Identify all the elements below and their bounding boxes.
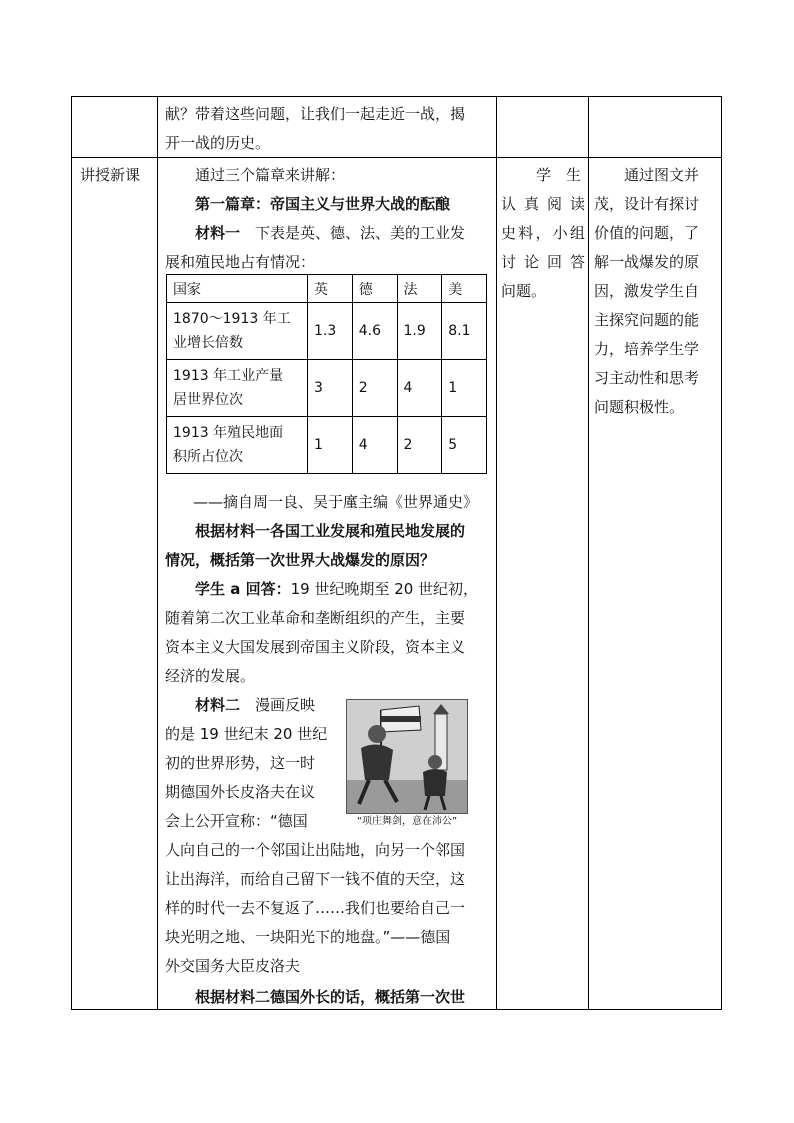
table-header-row bbox=[167, 275, 487, 303]
material2-line: 期德国外长皮洛夫在议 bbox=[165, 783, 316, 801]
table-cell: 4 bbox=[397, 360, 442, 417]
material2-line: 样的时代一去不复返了……我们也要给自己一 bbox=[165, 899, 466, 917]
question1-line: 情况，概括第一次世界大战爆发的原因？ bbox=[165, 551, 436, 569]
material2-line: 初的世界形势，这一时 bbox=[165, 754, 316, 772]
question1-line: 根据材料一各国工业发展和殖民地发展的 bbox=[195, 522, 466, 540]
label-line: 1913 年殖民地面 bbox=[173, 425, 284, 441]
material2-line: 让出海洋，而给自己留下一钱不值的天空，这 bbox=[165, 870, 466, 888]
column-divider bbox=[157, 97, 158, 1009]
text-line: 献？带着这些问题，让我们一起走近一战，揭 bbox=[165, 105, 466, 123]
material1-text: 下表是英、德、法、美的工业发 bbox=[240, 224, 466, 242]
column-divider bbox=[496, 97, 497, 1009]
material2-line: 人向自己的一个邻国让出陆地，向另一个邻国 bbox=[165, 841, 466, 859]
table-cell: 5 bbox=[442, 417, 487, 474]
comic-drawing bbox=[347, 700, 467, 813]
material2-line: 块光明之地、一块阳光下的地盘。”——德国 bbox=[165, 928, 451, 946]
intent-line: 习主动性和思考 bbox=[594, 369, 700, 387]
answer-line: 经济的发展。 bbox=[165, 667, 256, 685]
label-line: 积所占位次 bbox=[173, 449, 243, 465]
answer-text: 19 世纪晚期至 20 世纪初， bbox=[290, 580, 479, 598]
table-cell: 1.3 bbox=[308, 303, 353, 360]
label-line: 1870～1913 年工 bbox=[173, 311, 291, 327]
table-header: 英 bbox=[308, 275, 353, 303]
table-cell: 1.9 bbox=[397, 303, 442, 360]
table-cell: 8.1 bbox=[442, 303, 487, 360]
material1-line: 展和殖民地占有情况： bbox=[165, 253, 316, 271]
table-cell: 2 bbox=[397, 417, 442, 474]
answer-label: 学生 a 回答： bbox=[195, 580, 291, 598]
label-line: 1913 年工业产量 bbox=[173, 368, 284, 384]
table-header: 美 bbox=[442, 275, 487, 303]
table-cell: 4.6 bbox=[352, 303, 397, 360]
student-activity bbox=[501, 161, 585, 306]
table-cell: 4 bbox=[352, 417, 397, 474]
lesson-plan-table bbox=[71, 96, 722, 1010]
label-line: 居世界位次 bbox=[173, 392, 243, 408]
material1-label: 材料一 bbox=[195, 224, 241, 242]
intent-line: 通过图文并 bbox=[624, 166, 700, 184]
comic-caption: “项庄舞剑，意在沛公” bbox=[356, 816, 458, 827]
answer-line: 随着第二次工业革命和垄断组织的产生，主要 bbox=[165, 609, 466, 627]
activity-line: 问题。 bbox=[501, 282, 547, 300]
intent-line: 茂，设计有探讨 bbox=[594, 195, 700, 213]
intent-line: 解一战爆发的原 bbox=[594, 253, 700, 271]
comic-illustration bbox=[346, 699, 468, 814]
industry-colony-table bbox=[166, 274, 487, 474]
table-header: 法 bbox=[397, 275, 442, 303]
table-cell: 2 bbox=[352, 360, 397, 417]
table-header: 德 bbox=[352, 275, 397, 303]
table-cell: 3 bbox=[308, 360, 353, 417]
intent-line: 价值的问题，了 bbox=[594, 224, 700, 242]
lesson-content bbox=[165, 161, 490, 277]
activity-line: 史料，小组 bbox=[501, 224, 585, 242]
material1-line bbox=[165, 219, 490, 248]
material2-line: 的是 19 世纪末 20 世纪 bbox=[165, 725, 328, 743]
answer-line bbox=[165, 575, 490, 604]
material2-label: 材料二 bbox=[195, 696, 241, 714]
source-citation: ——摘自周一良、吴于廑主编《世界通史》 bbox=[193, 493, 479, 511]
row-label bbox=[167, 417, 308, 474]
row-label bbox=[167, 303, 308, 360]
material2-line: 会上公开宣称：“德国 bbox=[165, 812, 308, 830]
question2-line: 根据材料二德国外长的话，概括第一次世 bbox=[195, 988, 466, 1006]
label-line: 业增长倍数 bbox=[173, 335, 243, 351]
prev-row-content bbox=[165, 100, 490, 158]
activity-line: 讨论回答 bbox=[501, 253, 585, 271]
section-label: 讲授新课 bbox=[80, 166, 141, 184]
text-line: 开一战的历史。 bbox=[165, 134, 271, 152]
row-label bbox=[167, 360, 308, 417]
intent-line: 主探究问题的能 bbox=[594, 311, 700, 329]
column-divider bbox=[588, 97, 589, 1009]
material2-text: 漫画反映 bbox=[240, 696, 316, 714]
table-row bbox=[167, 360, 487, 417]
table-cell: 1 bbox=[442, 360, 487, 417]
intent-line: 因，激发学生自 bbox=[594, 282, 700, 300]
intent-line: 力，培养学生学 bbox=[594, 340, 700, 358]
table-row bbox=[167, 417, 487, 474]
intent-line: 问题积极性。 bbox=[594, 398, 685, 416]
activity-line: 学 生 bbox=[535, 166, 581, 184]
intro-text: 通过三个篇章来讲解： bbox=[195, 166, 346, 184]
activity-line: 认真阅读 bbox=[501, 195, 585, 213]
table-row bbox=[167, 303, 487, 360]
material2-line: 外交国务大臣皮洛夫 bbox=[165, 957, 301, 975]
table-cell: 1 bbox=[308, 417, 353, 474]
table-header: 国家 bbox=[167, 275, 308, 303]
design-intent bbox=[594, 161, 718, 422]
chapter-title: 第一篇章：帝国主义与世界大战的酝酿 bbox=[195, 195, 451, 213]
answer-line: 资本主义大国发展到帝国主义阶段，资本主义 bbox=[165, 638, 466, 656]
